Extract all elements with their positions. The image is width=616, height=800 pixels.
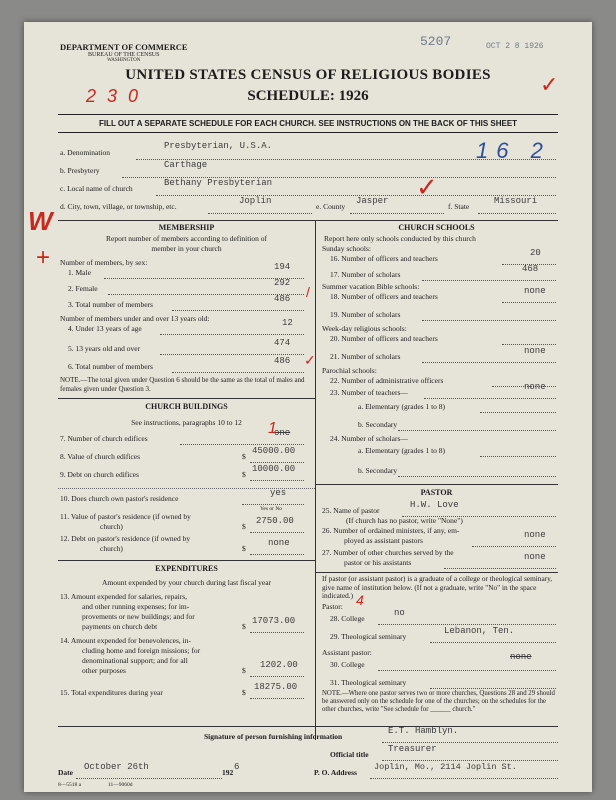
q10-label: 10. Does church own pastor's residence — [60, 494, 179, 503]
q13-line-3: provements or new buildings; and for — [82, 612, 195, 621]
q3-label: 3. Total number of members — [68, 300, 153, 309]
form-title: UNITED STATES CENSUS OF RELIGIOUS BODIES — [125, 67, 491, 83]
under-over-label: Number of members under and over 13 years old: — [60, 314, 210, 323]
church-schools-heading: CHURCH SCHOOLS — [398, 223, 475, 232]
q26-label-1: 26. Number of ordained ministers, if any, em- — [322, 526, 460, 535]
q11-label-1: 11. Value of pastor's residence (if owned by — [60, 512, 191, 521]
presbytery-value: Carthage — [164, 160, 208, 170]
q28-value: no — [394, 608, 405, 618]
q14-line-1: 14. Amount expended for benevolences, in- — [60, 636, 192, 645]
sunday-schools-label: Sunday schools: — [322, 244, 371, 253]
handwritten-w: W — [28, 206, 53, 236]
denomination-value: Presbyterian, U.S.A. — [164, 141, 273, 151]
buildings-intro: See instructions, paragraphs 10 to 12 — [131, 418, 242, 427]
q19-label: 19. Number of scholars — [330, 310, 401, 319]
state-label: f. State — [448, 202, 470, 211]
signature-value: E.T. Hamblyn. — [388, 726, 459, 736]
pastor-heading: PASTOR — [420, 488, 453, 497]
q14-line-3: denominational support; and for all — [82, 656, 188, 665]
form-number: 8—5518 a — [58, 782, 82, 788]
city-label: d. City, town, village, or township, etc. — [60, 202, 177, 211]
q29-label: 29. Theological seminary — [330, 632, 407, 641]
census-schedule-paper — [24, 22, 592, 792]
q27-value: none — [524, 552, 546, 562]
q21-label: 21. Number of scholars — [330, 352, 401, 361]
buildings-heading: CHURCH BUILDINGS — [145, 402, 228, 411]
q26-value: none — [524, 530, 546, 540]
q24a-label: a. Elementary (grades 1 to 8) — [358, 446, 446, 455]
red-check-mark-icon: ✓ — [540, 72, 559, 97]
q27-label-2: pastor or his assistants — [344, 558, 412, 567]
date-year-suffix: 6 — [234, 762, 240, 772]
membership-intro-2: member in your church — [151, 244, 222, 253]
assistant-pastor-subheading: Assistant pastor: — [322, 648, 372, 657]
pastor-hand-mark: 4 — [356, 592, 364, 608]
expenditures-heading: EXPENDITURES — [155, 564, 218, 573]
q5-value: 474 — [274, 338, 291, 348]
q9-label: 9. Debt on church edifices — [60, 470, 139, 479]
q12-label-1: 12. Debt on pastor's residence (if owned by — [60, 534, 191, 543]
official-title-label: Official title — [330, 750, 369, 759]
q4-value: 12 — [282, 318, 293, 328]
q22-label: 22. Number of administrative officers — [330, 376, 444, 385]
q13-line-1: 13. Amount expended for salaries, repairs, — [60, 592, 188, 601]
handwritten-number: 2 3 0 — [86, 86, 142, 106]
q13-line-4: payments on church debt — [82, 622, 158, 631]
q3-value: 486 — [274, 294, 291, 304]
bureau-name: BUREAU OF THE CENSUS — [88, 52, 160, 58]
red-tick-icon: / — [306, 284, 310, 300]
stamp-date: OCT 2 8 1926 — [486, 42, 544, 51]
presbytery-label: b. Presbytery — [60, 166, 100, 175]
state-value: Missouri — [494, 196, 538, 206]
county-label: e. County — [316, 202, 346, 211]
city-value: Joplin — [239, 196, 272, 206]
department-name: DEPARTMENT OF COMMERCE — [60, 42, 188, 52]
membership-intro-1: Report number of members according to definition of — [106, 234, 267, 243]
q2-value: 292 — [274, 278, 291, 288]
q12-value: none — [268, 538, 290, 548]
department-header — [60, 42, 188, 63]
q6-label: 6. Total number of members — [68, 362, 153, 371]
po-address-label: P. O. Address — [314, 768, 357, 777]
q13-value: 17073.00 — [252, 616, 296, 626]
po-address-value: Joplin, Mo., 2114 Joplin St. — [374, 762, 517, 772]
q30-value: none — [510, 652, 532, 662]
q5-label: 5. 13 years old and over — [68, 344, 141, 353]
local-name-label: c. Local name of church — [60, 184, 133, 193]
q8-value: 45000.00 — [252, 446, 296, 456]
q16-label: 16. Number of officers and teachers — [330, 254, 438, 263]
dollar-sign: $ — [242, 688, 246, 697]
q18-value: none — [524, 286, 546, 296]
q14-line-4: other purposes — [82, 666, 126, 675]
q15-label: 15. Total expenditures during year — [60, 688, 163, 697]
q25-value: H.W. Love — [410, 500, 459, 510]
q4-label: 4. Under 13 years of age — [68, 324, 142, 333]
q24b-label: b. Secondary — [358, 466, 398, 475]
date-label: Date — [58, 768, 73, 777]
q7-label: 7. Number of church edifices — [60, 434, 148, 443]
dollar-sign: $ — [242, 622, 246, 631]
q14-value: 1202.00 — [260, 660, 298, 670]
pastor-subheading: Pastor: — [322, 602, 343, 611]
members-by-sex-label: Number of members, by sex: — [60, 258, 148, 267]
q7-hand: 1 — [268, 420, 277, 437]
q21-value: none — [524, 346, 546, 356]
q25-label: 25. Name of pastor — [322, 506, 380, 515]
q18-label: 18. Number of officers and teachers — [330, 292, 438, 301]
form-number-2: 11—9060d — [108, 782, 133, 788]
dollar-sign: $ — [242, 470, 246, 479]
q9-value: 10000.00 — [252, 464, 296, 474]
q23a-label: a. Elementary (grades 1 to 8) — [358, 402, 446, 411]
q11-label-2: church) — [100, 522, 123, 531]
red-check-mark-icon: ✓ — [416, 172, 438, 202]
q16-value: 20 — [530, 248, 541, 258]
q17-label: 17. Number of scholars — [330, 270, 401, 279]
q31-label: 31. Theological seminary — [330, 678, 407, 687]
q6-value: 486 — [274, 356, 291, 366]
dollar-sign: $ — [242, 522, 246, 531]
q11-value: 2750.00 — [256, 516, 294, 526]
vacation-schools-label: Summer vacation Bible schools: — [322, 282, 420, 291]
q1-label: 1. Male — [68, 268, 91, 277]
dollar-sign: $ — [242, 452, 246, 461]
q2-label: 2. Female — [68, 284, 98, 293]
expenditures-intro: Amount expended by your church during last fiscal year — [101, 578, 272, 587]
q20-label: 20. Number of officers and teachers — [330, 334, 438, 343]
q23-label: 23. Number of teachers— — [330, 388, 408, 397]
q10-value: yes — [270, 488, 287, 498]
county-value: Jasper — [356, 196, 389, 206]
q8-label: 8. Value of church edifices — [60, 452, 141, 461]
graduate-note: If pastor (or assistant pastor) is a graduate of a college or theological seminary, give name of institution below. (If not a graduate, write "No" in the space indicated.) — [322, 574, 553, 600]
instruction-bar: FILL OUT A SEPARATE SCHEDULE FOR EACH CHURCH. SEE INSTRUCTIONS ON THE BACK OF THIS SHEET — [58, 114, 558, 133]
q25-hint: (If church has no pastor, write "None") — [346, 516, 463, 525]
weekday-schools-label: Week-day religious schools: — [322, 324, 407, 333]
red-check-mark-icon: ✓ — [304, 352, 316, 368]
church-schools-intro: Report here only schools conducted by this church — [324, 234, 476, 243]
handwritten-code: 16 2 — [476, 138, 551, 163]
red-cross-mark-icon: + — [36, 244, 51, 271]
q23-value: none — [524, 382, 546, 392]
date-value: October 26th — [84, 762, 149, 772]
q26-label-2: ployed as assistant pastors — [344, 536, 423, 545]
official-title-value: Treasurer — [388, 744, 437, 754]
date-year-prefix: 192 — [222, 768, 234, 777]
q15-value: 18275.00 — [254, 682, 298, 692]
schedule-title: SCHEDULE: 1926 — [247, 88, 369, 104]
q24-label: 24. Number of scholars— — [330, 434, 408, 443]
pastor-note: NOTE.—Where one pastor serves two or more churches, Questions 28 and 29 should be answered only on the schedule for one of the churches; on the schedules for the other churches, write "See schedule for ______ church." — [322, 690, 555, 713]
local-name-value: Bethany Presbyterian — [164, 178, 273, 188]
dollar-sign: $ — [242, 544, 246, 553]
q12-label-2: church) — [100, 544, 123, 553]
q30-label: 30. College — [330, 660, 365, 669]
q23b-label: b. Secondary — [358, 420, 398, 429]
q14-line-2: cluding home and foreign missions; for — [82, 646, 201, 655]
q17-value: 468 — [522, 264, 539, 274]
q27-label-1: 27. Number of other churches served by the — [322, 548, 454, 557]
parochial-schools-label: Parochial schools: — [322, 366, 377, 375]
q1-value: 194 — [274, 262, 291, 272]
q29-value: Lebanon, Ten. — [444, 626, 515, 636]
q13-line-2: and other running expenses; for im- — [82, 602, 190, 611]
dollar-sign: $ — [242, 666, 246, 675]
q7-value: one — [274, 428, 291, 438]
q28-label: 28. College — [330, 614, 365, 623]
membership-heading: MEMBERSHIP — [158, 223, 215, 232]
signature-label: Signature of person furnishing information — [204, 732, 343, 741]
stamp-number: 5207 — [420, 34, 452, 49]
denomination-label: a. Denomination — [60, 148, 110, 157]
membership-note: NOTE.—The total given under Question 6 should be the same as the total of males and females given under Question 3. — [60, 376, 305, 393]
bureau-city: WASHINGTON — [107, 58, 141, 63]
q10-hint: Yes or No — [260, 506, 283, 512]
